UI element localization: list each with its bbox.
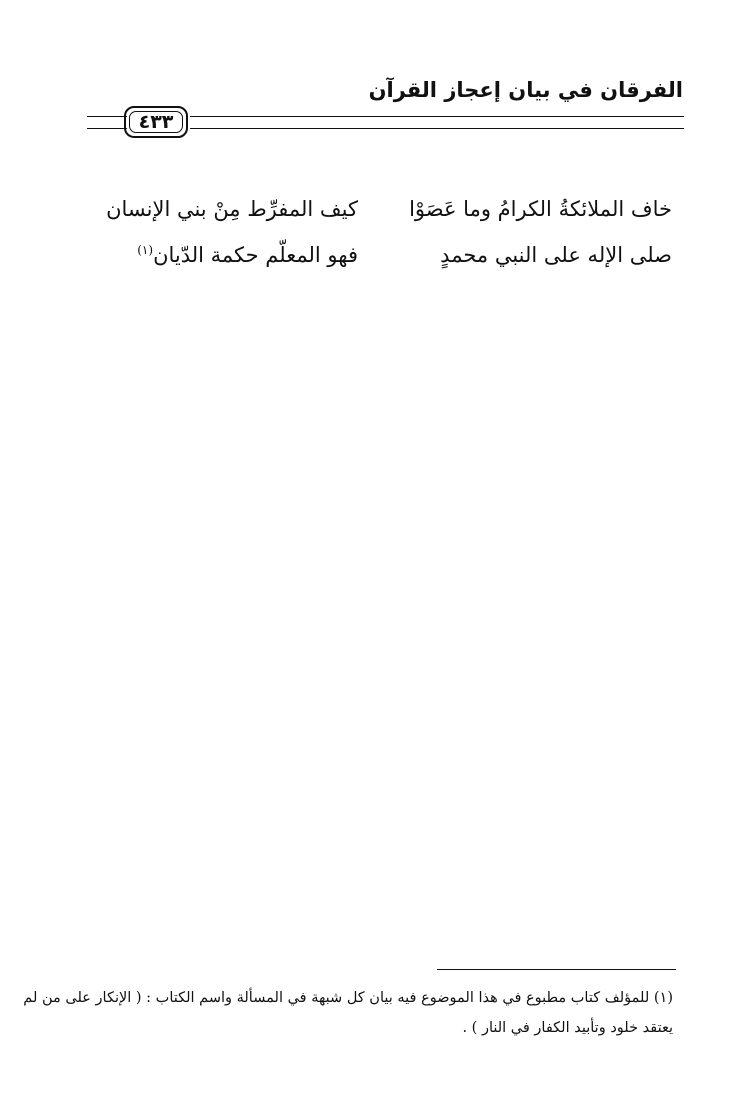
page-number: ٤٣٣ — [129, 111, 183, 133]
footnote-marker: (١) — [137, 243, 154, 257]
header-rule-right-bottom — [190, 128, 684, 129]
page-number-frame — [124, 106, 188, 138]
verse-2-second-hemistich — [137, 243, 358, 267]
header-rule-left-bottom — [87, 128, 127, 129]
header-rule-left-top — [87, 116, 127, 117]
footnote-line-1: (١) للمؤلف كتاب مطبوع في هذا الموضوع فيه بيان كل شبهة في المسألة واسم الكتاب : ( الإنكار على من لم — [23, 990, 673, 1006]
running-header-title: الفرقان في بيان إعجاز القرآن — [368, 78, 683, 102]
footnote-line-2: يعتقد خلود وتأبيد الكفار في النار ) . — [462, 1020, 673, 1036]
verse-2-second-hemistich-text: فهو المعلّم حكمة الدّيان — [153, 243, 358, 267]
header-rule-right-top — [190, 116, 684, 117]
verse-2-first-hemistich: صلى الإله على النبي محمدٍ — [440, 243, 672, 267]
footnote-separator — [437, 969, 676, 970]
footnote — [23, 983, 673, 1043]
verse-1-second-hemistich-text: كيف المفرِّط مِنْ بني الإنسان — [106, 197, 358, 221]
verse-1-second-hemistich — [106, 197, 358, 221]
verse-1-first-hemistich: خاف الملائكةُ الكرامُ وما عَصَوْا — [409, 197, 672, 221]
